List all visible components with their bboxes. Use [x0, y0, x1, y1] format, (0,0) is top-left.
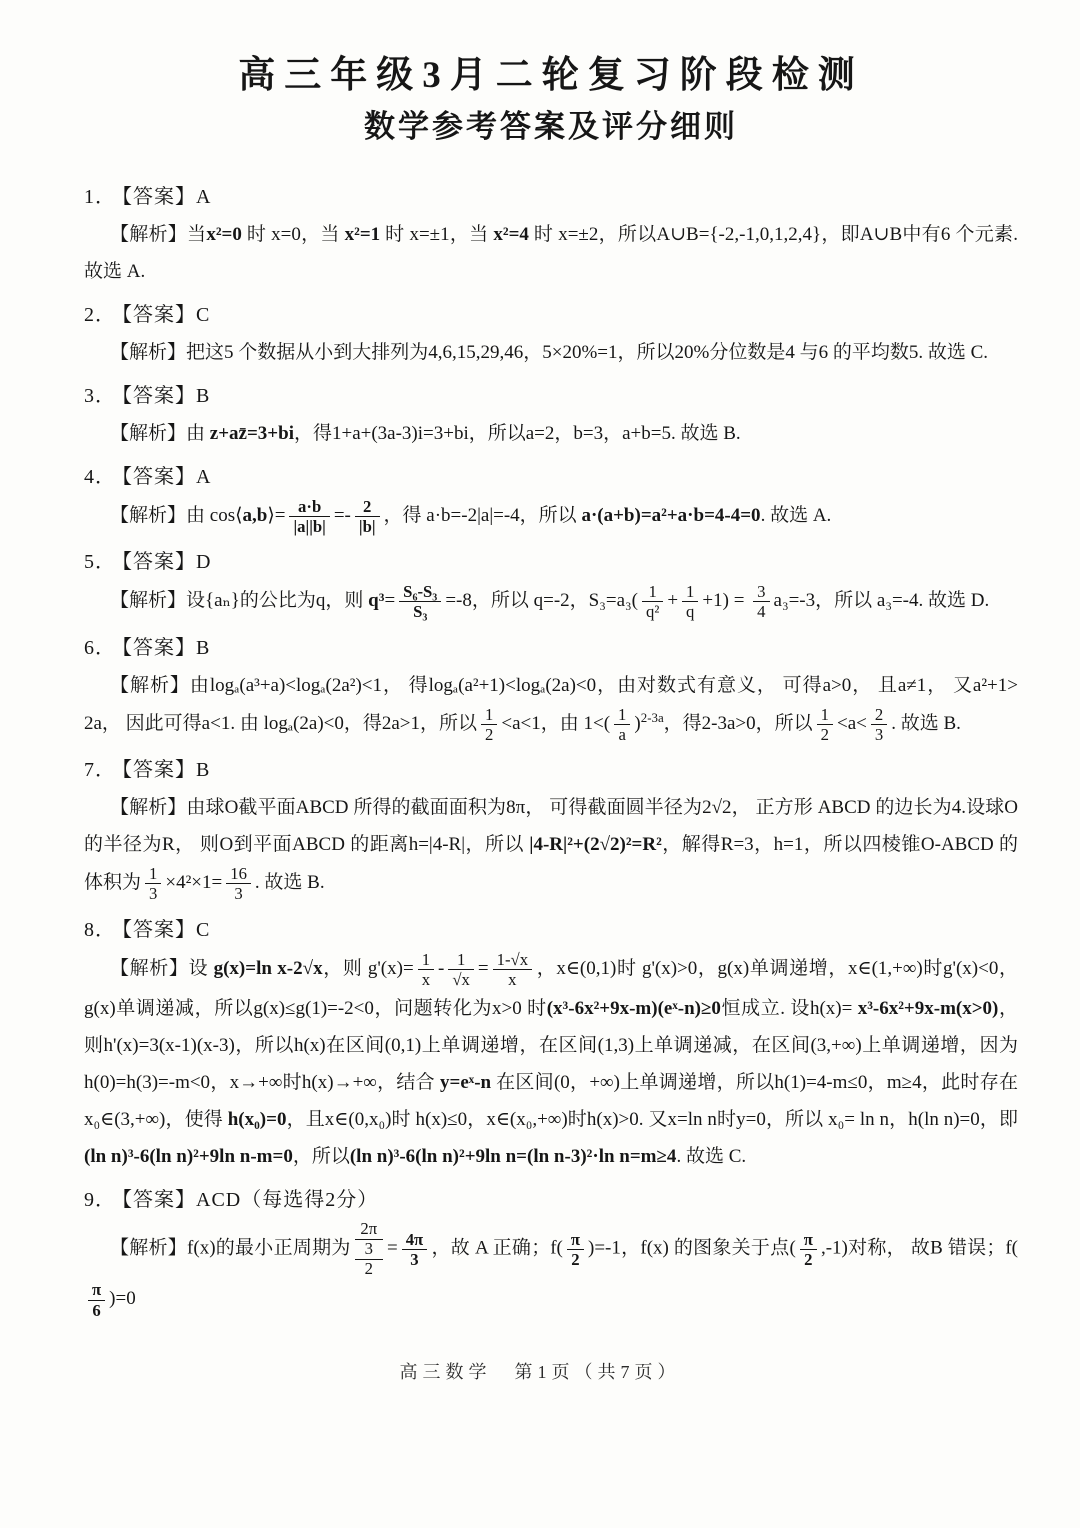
- answer-item: [84, 545, 1018, 622]
- math-expression: (x³-6x²+9x-m)(eˣ-n)≥0: [546, 998, 721, 1020]
- answer-item: [84, 460, 1018, 537]
- fraction: $\frac{3}{4}$: [753, 582, 769, 621]
- text-run: )=-1，f(x) 的图象关于点(: [588, 1237, 796, 1259]
- text-run: 由logₐ(a³+a)<logₐ(2a²)<1， 得logₐ(a²+1)<logₐ(2a)<0，由对数式有意义， 可得a>0， 且a≠1， 又a²+1> 2a， 因此可得a<1. 由 logₐ(2a)<0，得2a>1，所以: [84, 674, 1018, 734]
- math-expression: (ln n)³-6(ln n)²+9ln n=(ln n-3)²·ln n=m≥4: [349, 1146, 677, 1168]
- math-expression: h(x₀)=0: [227, 1109, 287, 1131]
- fraction: $\frac{\pi}{6}$: [88, 1280, 105, 1319]
- fraction: $\frac{1}{2}$: [481, 705, 497, 744]
- analysis-label: 【解析】: [110, 1237, 188, 1259]
- text-run: <a<1，由 1<(: [501, 712, 611, 734]
- text-run: ，所以: [292, 1146, 350, 1168]
- text-run: ，故 A 正确；f(: [431, 1237, 563, 1259]
- analysis-paragraph: [84, 216, 1018, 290]
- text-run: -: [438, 957, 445, 979]
- answer-item: [84, 1183, 1018, 1321]
- text-run: . 故选 A.: [760, 504, 832, 526]
- fraction: $\frac{1}{\text{q²}}$: [642, 582, 663, 621]
- analysis-label: 【解析】: [110, 223, 188, 245]
- text-run: . 故选 B.: [891, 712, 961, 734]
- exponent: 2-3a: [640, 709, 664, 725]
- item-number: 5．: [84, 551, 116, 574]
- answer-item: [84, 180, 1018, 290]
- text-run: . 故选 C.: [676, 1146, 747, 1168]
- text-run: =-8，所以 q=-2，S₃=a₃(: [445, 590, 638, 612]
- text-run: . 故选 B.: [254, 872, 325, 894]
- item-number: 8．: [84, 918, 116, 941]
- analysis-label: 【解析】: [110, 422, 187, 444]
- page-title: 高三年级3月二轮复习阶段检测: [238, 55, 864, 96]
- text-run: 时 x=±1，当: [380, 223, 494, 245]
- text-run: =: [386, 1237, 398, 1259]
- text-run: 在区间(0，+∞)上单调递增，所以h(1)=4-m≤0，m≥4，此时存在x₀∈(3,+∞)，使得: [84, 1072, 1018, 1131]
- answer-value: C: [196, 918, 211, 941]
- answer-value: ACD（每选得2分）: [196, 1189, 379, 1212]
- answer-item: [84, 379, 1018, 452]
- analysis-label: 【解析】: [110, 797, 187, 819]
- analysis-label: 【解析】: [110, 957, 189, 979]
- text-run: 当: [187, 223, 207, 245]
- answer-value: A: [196, 185, 212, 208]
- analysis-paragraph: [84, 667, 1018, 745]
- fraction: $\frac{1}{q}$: [682, 582, 698, 621]
- text-run: 由: [186, 422, 210, 444]
- math-expression: a,b: [242, 504, 268, 526]
- fraction: $\frac{\pi}{2}$: [800, 1230, 817, 1269]
- answer-label: 【答案】: [122, 918, 196, 941]
- fraction: $\frac{1}{2}$: [817, 705, 833, 744]
- math-expression: x²=1: [344, 223, 381, 245]
- fraction: $\frac{\text{S₆-S₃}}{\text{S₃}}$: [399, 582, 441, 621]
- math-expression: x²=4: [493, 223, 529, 245]
- nested-fraction: 2π 3 2: [355, 1220, 383, 1278]
- text-run: a₃=-3，所以 a₃=-4. 故选 D.: [773, 590, 990, 612]
- analysis-label: 【解析】: [110, 504, 187, 526]
- answer-item: [84, 913, 1018, 1176]
- answer-label: 【答案】: [122, 185, 196, 208]
- answer-line: [84, 298, 1018, 332]
- text-run: ，得2-3a>0，所以: [663, 712, 813, 734]
- answer-item: [84, 631, 1018, 745]
- fraction: $\frac{\pi}{2}$: [567, 1230, 584, 1269]
- text-run: 由球O截平面ABCD 所得的截面面积为8π， 可得截面圆半径为2√2， 正方形 ABCD 的边长为4.设球O的半径为R， 则O到平面ABCD 的距离h=|4-R|，所以: [84, 797, 1018, 856]
- math-expression: x³-6x²+9x-m(x>0): [857, 998, 999, 1020]
- answer-line: [84, 913, 1018, 947]
- analysis-paragraph: [84, 789, 1018, 905]
- text-run: 设: [188, 957, 214, 979]
- fraction: $\frac{1}{a}$: [614, 705, 630, 744]
- text-run: ，x∈(0,1)时 g'(x)>0，g(x)单调递增，x∈(1,+∞)时g'(x)<0，g(x)单调递减，所以g(x)≤g(1)=-2<0，问题转化为x>0 时: [84, 957, 1018, 1020]
- answer-line: [84, 1183, 1018, 1217]
- math-expression: g(x)=ln x-2√x: [213, 957, 323, 979]
- text-run: <a<: [837, 712, 867, 734]
- fraction: $\frac{16}{3}$: [226, 864, 251, 903]
- answer-line: [84, 631, 1018, 665]
- text-run: ，得 a·b=-2|a|=-4，所以: [383, 504, 582, 526]
- text-run: 时 x=±2，所以A∪B={-2,-1,0,1,2,4}，即A∪B中有6 个元素. 故选 A.: [84, 223, 1018, 282]
- text-run: ,-1)对称， 故B 错误；f(: [820, 1237, 1019, 1259]
- math-expression: (ln n)³-6(ln n)²+9ln n-m=0: [84, 1146, 293, 1168]
- page-footer: 高三数学 第1页（共7页）: [399, 1362, 681, 1382]
- fraction: $\frac{1-√x}{x}$: [493, 950, 532, 989]
- text-run: =-: [333, 504, 351, 526]
- answer-items-list: [84, 180, 1018, 1321]
- answer-value: B: [196, 384, 211, 407]
- item-number: 6．: [84, 636, 116, 659]
- text-run: )=0: [109, 1288, 136, 1310]
- text-run: +: [667, 590, 679, 612]
- text-run: =: [477, 957, 489, 979]
- text-run: 把这5 个数据从小到大排列为4,6,15,29,46，5×20%=1，所以20%分位数是4 与6 的平均数5. 故选 C.: [186, 341, 989, 363]
- fraction: $\frac{2}{3}$: [871, 705, 887, 744]
- text-run: ，则 g'(x)=: [322, 957, 414, 979]
- analysis-paragraph: [84, 415, 1018, 452]
- analysis-paragraph: [84, 949, 1018, 1176]
- math-expression: y=eˣ-n: [440, 1072, 492, 1094]
- answer-item: [84, 753, 1018, 905]
- math-expression: x²=0: [206, 223, 242, 245]
- answer-item: [84, 298, 1018, 371]
- answer-line: [84, 545, 1018, 579]
- page-subtitle: 数学参考答案及评分细则: [364, 109, 738, 145]
- analysis-paragraph: [84, 334, 1018, 371]
- answer-value: A: [196, 465, 212, 488]
- analysis-paragraph: [84, 1219, 1018, 1321]
- answer-label: 【答案】: [122, 303, 196, 326]
- answer-label: 【答案】: [122, 384, 196, 407]
- answer-label: 【答案】: [122, 759, 196, 782]
- text-run: 由 cos⟨: [186, 504, 243, 526]
- item-number: 2．: [84, 303, 116, 326]
- math-expression: |4-R|²+(2√2)²=R²: [529, 834, 662, 856]
- analysis-paragraph: [84, 496, 1018, 537]
- fraction: $\frac{1}{√x}$: [448, 950, 474, 989]
- fraction: $\frac{4\pi}{3}$: [402, 1230, 428, 1269]
- fraction: $\frac{1}{3}$: [145, 864, 161, 903]
- analysis-paragraph: [84, 581, 1018, 622]
- text-run: ，且x∈(0,x₀)时 h(x)≤0，x∈(x₀,+∞)时h(x)>0. 又x=ln n时y=0，所以 x₀= ln n，h(ln n)=0，即: [286, 1109, 1019, 1131]
- answer-line: [84, 460, 1018, 494]
- answer-line: [84, 379, 1018, 413]
- answer-line: [84, 180, 1018, 214]
- text-run: 设{aₙ}的公比为q，则: [186, 590, 369, 612]
- math-expression: z+az̄=3+bi: [209, 422, 294, 444]
- item-number: 1．: [84, 185, 116, 208]
- text-run: =: [384, 590, 396, 612]
- text-run: ⟩=: [267, 504, 286, 526]
- answer-value: B: [196, 636, 211, 659]
- analysis-label: 【解析】: [110, 674, 190, 696]
- fraction: $\frac{2}{|b|}$: [355, 497, 380, 536]
- answer-label: 【答案】: [122, 551, 196, 574]
- math-expression: a·(a+b)=a²+a·b=4-4=0: [581, 504, 761, 526]
- text-run: 时 x=0，当: [241, 223, 345, 245]
- text-run: f(x)的最小正周期为: [187, 1237, 351, 1259]
- text-run: ×4²×1=: [165, 872, 223, 894]
- text-run: ，则h'(x)=3(x-1)(x-3)，所以h(x)在区间(0,1)上单调递增，在区间(1,3)上单调递减，在区间(3,+∞)上单调递增，因为h(0)=h(3)=-m<0，x→+∞时h(x)→+∞，结合: [84, 998, 1018, 1094]
- answer-value: C: [196, 303, 211, 326]
- item-number: 4．: [84, 465, 116, 488]
- analysis-label: 【解析】: [110, 590, 187, 612]
- fraction: $\frac{a\cdot b}{|a||b|}$: [289, 497, 329, 536]
- fraction: $\frac{1}{x}$: [418, 950, 434, 989]
- answer-label: 【答案】: [122, 465, 196, 488]
- answer-value: D: [196, 551, 212, 574]
- math-expression: q³: [368, 590, 385, 612]
- item-number: 9．: [84, 1189, 116, 1212]
- text-run: 恒成立. 设h(x)=: [720, 998, 858, 1020]
- answer-label: 【答案】: [122, 1189, 196, 1212]
- item-number: 7．: [84, 759, 116, 782]
- item-number: 3．: [84, 384, 116, 407]
- analysis-label: 【解析】: [110, 341, 187, 363]
- answer-label: 【答案】: [122, 636, 196, 659]
- text-run: +1) =: [702, 590, 750, 612]
- answer-line: [84, 753, 1018, 787]
- text-run: ，得1+a+(3a-3)i=3+bi，所以a=2，b=3，a+b=5. 故选 B.: [293, 422, 741, 444]
- text-run: ): [634, 712, 641, 734]
- text-run: ，解得R=3，h=1，所以四棱锥O-ABCD 的体积为: [84, 834, 1018, 894]
- answer-value: B: [196, 759, 211, 782]
